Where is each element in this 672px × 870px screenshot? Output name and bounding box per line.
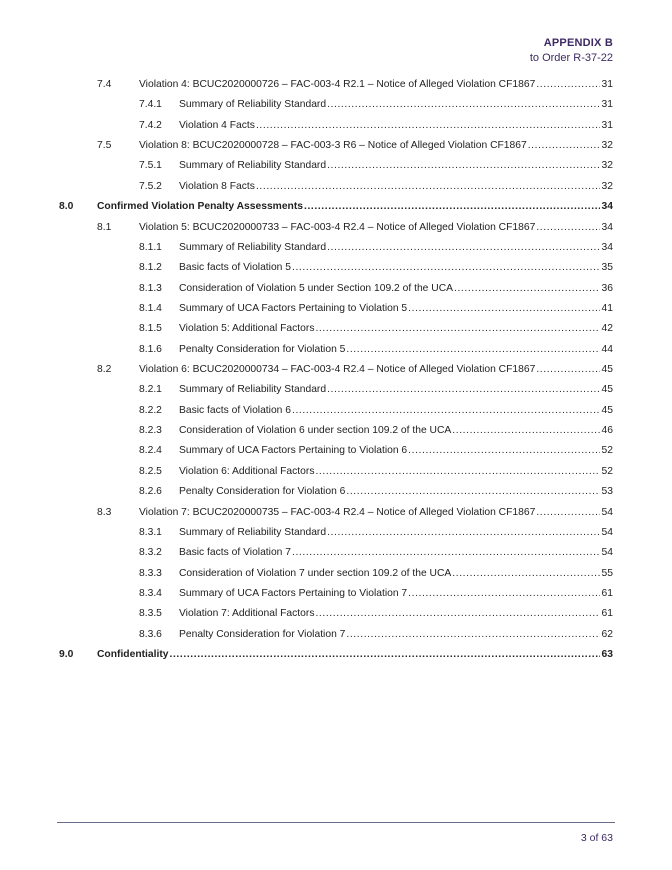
toc-entry-title: Penalty Consideration for Violation 7 xyxy=(179,628,346,640)
toc-entry-title: Violation 5: BCUC2020000733 – FAC-003-4 R2.4 – Notice of Alleged Violation CF1867 xyxy=(139,221,536,233)
toc-entry-title: Violation 7: BCUC2020000735 – FAC-003-4 R2.4 – Notice of Alleged Violation CF1867 xyxy=(139,506,536,518)
toc-entry-number: 8.3 xyxy=(97,506,112,518)
toc-entry[interactable] xyxy=(0,525,672,541)
toc-entry-page: 61 xyxy=(601,608,613,620)
toc-entry-number: 7.4 xyxy=(97,79,112,90)
toc-entry[interactable] xyxy=(0,362,672,378)
toc-entry[interactable] xyxy=(0,138,672,154)
toc-entry-page: 32 xyxy=(601,140,613,152)
toc-entry-title: Violation 4: BCUC2020000726 – FAC-003-4 R2.1 – Notice of Alleged Violation CF1867 xyxy=(139,79,536,90)
dot-leader xyxy=(408,301,599,317)
toc-entry[interactable] xyxy=(0,443,672,459)
toc-entry-title: Basic facts of Violation 6 xyxy=(179,404,291,416)
toc-entry-page: 34 xyxy=(601,201,613,213)
toc-entry-line xyxy=(179,545,613,561)
toc-entry-page: 31 xyxy=(601,99,613,111)
toc-entry-page: 44 xyxy=(601,343,613,355)
toc-entry-number: 8.1.2 xyxy=(139,262,162,274)
toc-entry-page: 45 xyxy=(601,364,613,376)
toc-entry-title: Violation 6: BCUC2020000734 – FAC-003-4 R2.4 – Notice of Alleged Violation CF1867 xyxy=(139,364,536,376)
toc-entry-line xyxy=(179,342,613,358)
toc-entry-line xyxy=(139,138,613,154)
toc-entry-line xyxy=(139,77,613,93)
toc-entry-number: 8.3.1 xyxy=(139,526,162,538)
toc-entry-title: Penalty Consideration for Violation 5 xyxy=(179,343,346,355)
dot-leader xyxy=(454,281,600,297)
toc-entry[interactable] xyxy=(0,240,672,256)
toc-entry-title: Summary of UCA Factors Pertaining to Violation 7 xyxy=(179,588,408,599)
toc-entry-line xyxy=(179,158,613,174)
dot-leader xyxy=(292,403,600,419)
dot-leader xyxy=(315,321,599,337)
toc-entry-page: 52 xyxy=(601,465,613,477)
toc-entry-line xyxy=(179,423,613,439)
toc-entry[interactable] xyxy=(0,423,672,439)
dot-leader xyxy=(536,505,599,521)
toc-entry[interactable] xyxy=(0,403,672,419)
toc-entry-line xyxy=(139,220,613,236)
toc-entry-page: 34 xyxy=(601,241,613,253)
toc-entry-line xyxy=(179,301,613,317)
toc-entry-page: 34 xyxy=(601,221,613,233)
toc-entry-number: 7.5.1 xyxy=(139,160,162,172)
toc-entry-number: 8.1.5 xyxy=(139,323,162,335)
dot-leader xyxy=(408,586,599,602)
dot-leader xyxy=(528,138,600,154)
toc-entry[interactable] xyxy=(0,342,672,358)
page-number: 3 of 63 xyxy=(580,832,613,844)
toc-entry-title: Consideration of Violation 6 under section 109.2 of the UCA xyxy=(179,425,452,437)
toc-entry-line xyxy=(179,403,613,419)
toc-entry-line xyxy=(97,199,613,215)
toc-entry-title: Basic facts of Violation 5 xyxy=(179,262,291,274)
toc-entry-title: Summary of UCA Factors Pertaining to Violation 6 xyxy=(179,445,408,457)
toc-entry-title: Violation 8 Facts xyxy=(179,180,255,192)
toc-entry-page: 54 xyxy=(601,547,613,559)
dot-leader xyxy=(304,199,600,215)
dot-leader xyxy=(292,260,600,276)
toc-entry-line xyxy=(179,606,613,622)
toc-entry-number: 8.2.4 xyxy=(139,445,162,457)
toc-entry-line xyxy=(179,260,613,276)
toc-entry-line xyxy=(139,505,613,521)
toc-entry-title: Consideration of Violation 7 under section 109.2 of the UCA xyxy=(179,567,452,579)
toc-entry-page: 32 xyxy=(601,180,613,192)
toc-entry-number: 8.3.4 xyxy=(139,588,162,599)
toc-entry-line xyxy=(97,647,613,663)
toc-entry-number: 7.4.2 xyxy=(139,119,162,131)
toc-entry-title: Violation 6: Additional Factors xyxy=(179,465,315,477)
dot-leader xyxy=(256,179,600,195)
dot-leader xyxy=(327,97,599,113)
toc-entry-title: Violation 7: Additional Factors xyxy=(179,608,315,620)
toc-entry-page: 52 xyxy=(601,445,613,457)
toc-entry[interactable] xyxy=(0,382,672,398)
toc-entry-page: 36 xyxy=(601,282,613,294)
toc-entry-page: 45 xyxy=(601,384,613,396)
dot-leader xyxy=(452,566,599,582)
toc-entry-number: 8.2.3 xyxy=(139,425,162,437)
toc-entry-number: 7.5.2 xyxy=(139,180,162,192)
dot-leader xyxy=(452,423,599,439)
dot-leader xyxy=(536,220,599,236)
toc-entry-line xyxy=(179,118,613,134)
toc-entry[interactable] xyxy=(0,260,672,276)
toc-entry-line xyxy=(179,321,613,337)
toc-entry-number: 8.1.3 xyxy=(139,282,162,294)
toc-entry-number: 7.4.1 xyxy=(139,99,162,111)
toc-entry[interactable] xyxy=(0,464,672,480)
dot-leader xyxy=(408,443,599,459)
toc-entry-line xyxy=(179,566,613,582)
toc-entry[interactable] xyxy=(0,179,672,195)
toc-entry-line xyxy=(179,97,613,113)
toc-entry-title: Summary of Reliability Standard xyxy=(179,99,327,111)
toc-entry[interactable] xyxy=(0,199,672,215)
toc-entry-page: 62 xyxy=(601,628,613,640)
toc-entry-page: 54 xyxy=(601,526,613,538)
toc-entry-number: 8.1.4 xyxy=(139,302,162,314)
toc-entry-page: 46 xyxy=(601,425,613,437)
toc-entry-page: 54 xyxy=(601,506,613,518)
dot-leader xyxy=(346,484,599,500)
toc-entry-page: 63 xyxy=(601,649,613,661)
toc-entry-title: Violation 5: Additional Factors xyxy=(179,323,315,335)
toc-entry-page: 31 xyxy=(601,79,613,90)
toc-entry-number: 7.5 xyxy=(97,140,112,152)
toc-entry-title: Confirmed Violation Penalty Assessments xyxy=(97,201,303,213)
toc-entry-line xyxy=(179,484,613,500)
toc-entry[interactable] xyxy=(0,484,672,500)
toc-entry-title: Violation 4 Facts xyxy=(179,119,255,131)
toc-entry-number: 8.2.5 xyxy=(139,465,162,477)
toc-entry-number: 8.0 xyxy=(59,201,74,213)
toc-entry-title: Basic facts of Violation 7 xyxy=(179,547,291,559)
toc-entry[interactable] xyxy=(0,77,672,93)
toc-entry[interactable] xyxy=(0,566,672,582)
toc-entry[interactable] xyxy=(0,627,672,643)
dot-leader xyxy=(292,545,600,561)
toc-entry[interactable] xyxy=(0,301,672,317)
toc-entry[interactable] xyxy=(0,118,672,134)
footer-divider xyxy=(57,822,615,823)
toc-entry-number: 8.1.6 xyxy=(139,343,162,355)
toc-entry[interactable] xyxy=(0,281,672,297)
toc-entry-number: 8.2.1 xyxy=(139,384,162,396)
dot-leader xyxy=(315,464,599,480)
toc-entry[interactable] xyxy=(0,97,672,113)
toc-entry-title: Penalty Consideration for Violation 6 xyxy=(179,486,346,498)
toc-entry[interactable] xyxy=(0,606,672,622)
toc-entry[interactable] xyxy=(0,220,672,236)
dot-leader xyxy=(256,118,600,134)
toc-entry-line xyxy=(179,586,613,602)
toc-entry-page: 55 xyxy=(601,567,613,579)
toc-entry-number: 8.1.1 xyxy=(139,241,162,253)
order-reference: to Order R-37-22 xyxy=(529,52,613,64)
dot-leader xyxy=(346,342,599,358)
toc-entry[interactable] xyxy=(0,505,672,521)
toc-entry-line xyxy=(139,362,613,378)
toc-entry-number: 8.2.2 xyxy=(139,404,162,416)
toc-entry-title: Summary of Reliability Standard xyxy=(179,526,327,538)
toc-entry-page: 45 xyxy=(601,404,613,416)
toc-entry-page: 42 xyxy=(601,323,613,335)
toc-entry-title: Confidentiality xyxy=(97,649,169,661)
toc-entry-number: 9.0 xyxy=(59,649,74,661)
dot-leader xyxy=(327,525,599,541)
page-header xyxy=(530,36,613,66)
toc-entry[interactable] xyxy=(0,586,672,602)
toc-entry[interactable] xyxy=(0,647,672,663)
dot-leader xyxy=(536,362,599,378)
toc-entry-number: 8.2.6 xyxy=(139,486,162,498)
toc-entry-line xyxy=(179,281,613,297)
toc-entry-line xyxy=(179,627,613,643)
toc-entry-number: 8.3.5 xyxy=(139,608,162,620)
dot-leader xyxy=(327,382,599,398)
appendix-title: APPENDIX B xyxy=(543,37,613,49)
toc-entry-title: Summary of Reliability Standard xyxy=(179,241,327,253)
toc-entry-title: Summary of UCA Factors Pertaining to Violation 5 xyxy=(179,302,408,314)
toc-entry-line xyxy=(179,179,613,195)
dot-leader xyxy=(536,77,599,93)
toc-entry-number: 8.2 xyxy=(97,364,112,376)
toc-entry[interactable] xyxy=(0,545,672,561)
toc-entry-page: 61 xyxy=(601,588,613,599)
toc-entry[interactable] xyxy=(0,321,672,337)
toc-entry-line xyxy=(179,464,613,480)
toc-entry[interactable] xyxy=(0,158,672,174)
toc-entry-line xyxy=(179,240,613,256)
toc-entry-title: Violation 8: BCUC2020000728 – FAC-003-3 R6 – Notice of Alleged Violation CF1867 xyxy=(139,140,527,152)
toc-entry-number: 8.1 xyxy=(97,221,112,233)
toc-entry-number: 8.3.2 xyxy=(139,547,162,559)
toc-entry-line xyxy=(179,382,613,398)
toc-entry-page: 31 xyxy=(601,119,613,131)
dot-leader xyxy=(346,627,599,643)
toc-entry-page: 32 xyxy=(601,160,613,172)
toc-entry-line xyxy=(179,525,613,541)
toc-entry-page: 35 xyxy=(601,262,613,274)
toc-entry-page: 53 xyxy=(601,486,613,498)
toc-entry-number: 8.3.6 xyxy=(139,628,162,640)
toc-entry-page: 41 xyxy=(601,302,613,314)
toc-entry-number: 8.3.3 xyxy=(139,567,162,579)
toc-entry-title: Summary of Reliability Standard xyxy=(179,160,327,172)
dot-leader xyxy=(315,606,599,622)
toc-entry-line xyxy=(179,443,613,459)
dot-leader xyxy=(327,158,599,174)
dot-leader xyxy=(170,647,600,663)
toc-entry-title: Consideration of Violation 5 under Section 109.2 of the UCA xyxy=(179,282,453,294)
toc-entry-title: Summary of Reliability Standard xyxy=(179,384,327,396)
dot-leader xyxy=(327,240,599,256)
